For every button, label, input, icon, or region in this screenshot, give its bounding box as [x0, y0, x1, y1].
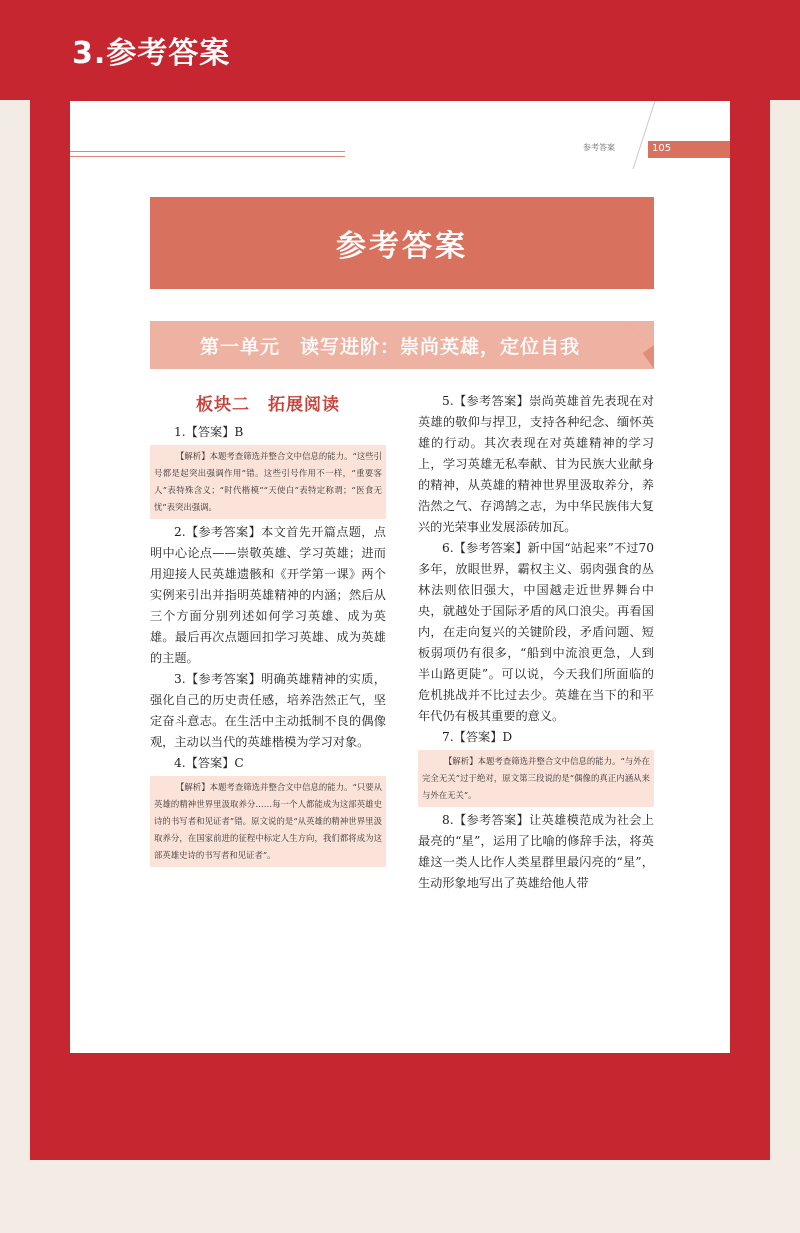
analysis-note-4-text: 【解析】本题考查筛选并整合文中信息的能力。“只要从英雄的精神世界里汲取养分……每一个人都能成为这部英雄史诗的书写者和见证者”错。原文说的是“从英雄的精神世界里汲取养分，在国家前进的征程中标定人生方向，我们都将成为这部英雄史诗的书写者和见证者”。 [154, 782, 382, 860]
answer-1: 1.【答案】B [174, 425, 244, 439]
analysis-note-4 [150, 776, 386, 867]
right-column [418, 391, 654, 894]
book-page [70, 101, 730, 1053]
main-title-banner [150, 197, 654, 289]
answer-6: 6.【参考答案】新中国“站起来”不过70多年，放眼世界，霸权主义、弱肉强食的丛林法则依旧强大，中国越走近世界舞台中央，就越处于国际矛盾的风口浪尖。再看国内，在走向复兴的关键阶段，矛盾问题、短板弱项仍有很多，“船到中流浪更急，人到半山路更陡”。可以说，今天我们所面临的危机挑战并不比过去少。英雄在当下的和平年代仍有极其重要的意义。 [418, 541, 654, 723]
main-title: 参考答案 [336, 229, 468, 264]
unit-title: 第一单元 读写进阶：崇尚英雄，定位自我 [200, 336, 581, 358]
analysis-note-1-text: 【解析】本题考查筛选并整合文中信息的能力。“这些引号都是起突出强调作用”错。这些引号作用不一样，“重要客人”表特殊含义；“时代楷模”“天使白”表特定称谓；“医食无忧”表突出强调。 [154, 451, 382, 512]
block-heading: 板块二 拓展阅读 [196, 395, 340, 415]
running-head: 参考答案 [583, 143, 615, 152]
header-rule [70, 151, 345, 152]
analysis-note-7 [418, 750, 654, 807]
unit-banner [150, 321, 654, 369]
answer-2: 2.【参考答案】本文首先开篇点题，点明中心论点——崇敬英雄、学习英雄；进而用迎接人民英雄遗骸和《开学第一课》两个实例来引出并指明英雄精神的内涵；然后从三个方面分别列述如何学习英雄、成为英雄。最后再次点题回扣学习英雄、成为英雄的主题。 [150, 525, 386, 665]
page-number: 105 [652, 143, 672, 154]
analysis-note-7-text: 【解析】本题考查筛选并整合文中信息的能力。“与外在完全无关”过于绝对，原文第三段说的是“偶像的真正内涵从来与外在无关”。 [422, 756, 650, 800]
answer-3: 3.【参考答案】明确英雄精神的实质，强化自己的历史责任感，培养浩然正气，坚定奋斗意志。在生活中主动抵制不良的偶像观，主动以当代的英雄楷模为学习对象。 [150, 672, 386, 749]
answer-4: 4.【答案】C [174, 756, 244, 770]
answer-8: 8.【参考答案】让英雄模范成为社会上最亮的“星”，运用了比喻的修辞手法，将英雄这一类人比作人类星群里最闪亮的“星”，生动形象地写出了英雄给他人带 [418, 813, 654, 890]
answer-7: 7.【答案】D [442, 730, 513, 744]
banner-fold-icon [620, 321, 654, 369]
analysis-note-1 [150, 445, 386, 519]
header-rule [70, 156, 345, 157]
left-column [150, 391, 386, 870]
section-title: 3.参考答案 [72, 36, 231, 71]
answer-5: 5.【参考答案】崇尚英雄首先表现在对英雄的敬仰与捍卫，支持各种纪念、缅怀英雄的行动。其次表现在对英雄精神的学习上，学习英雄无私奉献、甘为民族大业献身的精神，从英雄的精神世界里汲取养分，养浩然之气、存鸿鹄之志，为中华民族伟大复兴的光荣事业发展添砖加瓦。 [418, 394, 654, 534]
header-slash-icon [625, 101, 665, 171]
